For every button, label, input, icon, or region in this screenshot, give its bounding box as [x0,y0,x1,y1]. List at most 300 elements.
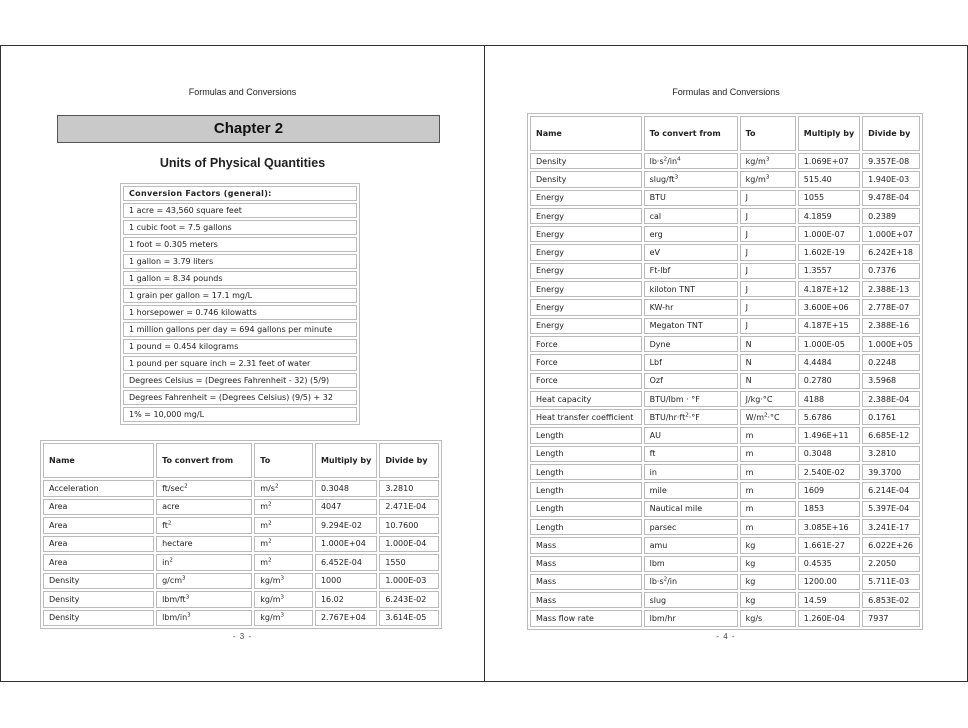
cell-to [254,480,313,497]
cell-from-exponent: 3 [182,575,186,582]
cell-to-text: m [260,557,269,567]
cell-name: Energy [530,318,642,334]
cell-to-text: kg/s [745,614,763,624]
section-title: Units of Physical Quantities [159,156,326,170]
cell-multiply: 1.000E-07 [798,226,860,242]
table-row [43,536,439,553]
cell-name: Area [43,554,154,571]
cell-multiply: 1.602E-19 [798,244,860,260]
cell-divide: 2.471E-04 [379,499,439,516]
column-header: Divide by [379,443,439,478]
conversion-factor-row [123,305,357,320]
cell-name: Force [530,373,642,389]
cell-to-text: J [745,193,748,203]
column-header: To [254,443,313,478]
cell-to-text: N [745,339,752,349]
cell-to-exponent: 2 [764,412,768,419]
conversion-factor-item: 1% = 10,000 mg/L [123,407,357,422]
cell-to [254,573,313,590]
column-header: Name [43,443,154,478]
cell-from-exponent: 2 [169,557,173,564]
cell-divide: 2.388E-13 [862,281,920,297]
cell-to [740,226,796,242]
cell-from-text: lbm/ft [162,594,186,604]
cell-to [740,336,796,352]
conversion-factor-item: 1 acre = 43,560 square feet [123,203,357,218]
cell-to-text: W/m [745,412,765,422]
left-conversion-table [40,440,442,629]
cell-from-text: slug [649,595,667,605]
table-row [530,409,920,425]
conversion-factor-row [123,322,357,337]
conversion-factor-row [123,203,357,218]
table-row [530,610,920,626]
cell-from-exponent: 2 [663,576,668,583]
cell-from [644,427,738,443]
cell-to-text: kg [745,595,756,605]
column-header: Divide by [862,116,920,151]
cell-name: Force [530,354,642,370]
cell-from-tail: /in [667,577,678,587]
cell-divide: 0.7376 [862,263,920,279]
cell-divide: 1.000E-03 [379,573,439,590]
cell-from-text: parsec [649,522,677,532]
cell-to [740,592,796,608]
cell-from [644,409,738,425]
cell-from-text: cal [649,211,662,221]
cell-from-text: slug/ft [649,174,675,184]
cell-to [740,519,796,535]
cell-name: Energy [530,208,642,224]
cell-from-text: erg [649,229,663,239]
cell-divide: 2.388E-16 [862,318,920,334]
cell-to-exponent: 3 [280,594,284,601]
cell-from [644,336,738,352]
conversion-factor-row [123,356,357,371]
cell-to-exponent: 3 [765,174,770,181]
cell-to-text: m [260,502,269,512]
cell-divide: 1.940E-03 [862,171,920,187]
cell-to-exponent: 3 [280,575,284,582]
cell-name: Mass [530,556,642,572]
cell-name: Length [530,482,642,498]
table-row [530,592,920,608]
cell-to-text: kg/m [260,613,281,623]
cell-multiply: 0.3048 [798,446,860,462]
table-row [530,281,920,297]
table-row [530,299,920,315]
cell-from-text: AU [649,431,661,441]
cell-divide: 2.778E-07 [862,299,920,315]
cell-from-text: acre [162,502,180,512]
cell-from-text: lbm/hr [649,614,676,624]
conversion-factor-row [123,237,357,252]
conversion-factor-row [123,271,357,286]
cell-to-text: J/kg·°C [745,394,773,404]
conversion-factor-item: 1 gallon = 3.79 liters [123,254,357,269]
cell-name: Heat capacity [530,391,642,407]
cell-from [644,226,738,242]
table-row [43,554,439,571]
cell-from-exponent2: 4 [677,155,681,162]
cell-multiply: 3.600E+06 [798,299,860,315]
conversion-factor-row [123,288,357,303]
cell-name: Energy [530,244,642,260]
cell-from-text: BTU [649,193,666,203]
cell-multiply: 0.2780 [798,373,860,389]
cell-to [740,318,796,334]
cell-to-exponent: 2 [268,538,272,545]
cell-to-text: kg/m [745,156,766,166]
cell-multiply: 1.496E+11 [798,427,860,443]
cell-to-text: kg/m [745,174,766,184]
cell-name: Density [43,591,154,608]
cell-to-exponent: 2 [268,557,272,564]
cell-multiply: 1.000E+04 [315,536,377,553]
cell-to-text: m [745,504,754,514]
cell-from [644,299,738,315]
cell-to [740,482,796,498]
cell-from-text: g/cm [162,576,183,586]
table-row [530,263,920,279]
cell-from [156,573,252,590]
cell-divide: 1.000E+05 [862,336,920,352]
cell-from [644,281,738,297]
cell-multiply: 4.4484 [798,354,860,370]
cell-to-text: m [745,449,754,459]
cell-to-text: kg/m [260,576,281,586]
cell-to-text: N [745,357,752,367]
cell-from-text: Megaton TNT [649,321,703,331]
cell-from-text: Lbf [649,357,662,367]
table-row [530,153,920,169]
table-row [43,591,439,608]
table-row [530,537,920,553]
conversion-factors-heading: Conversion Factors (general): [123,186,357,201]
cell-to [254,517,313,534]
cell-name: Energy [530,190,642,206]
table-row [43,480,439,497]
cell-divide: 6.243E-02 [379,591,439,608]
column-header: To convert from [156,443,252,478]
conversion-factor-item: 1 foot = 0.305 meters [123,237,357,252]
cell-to-text: m [745,431,754,441]
cell-from-exponent: 2 [167,520,172,527]
cell-from-text: ft [649,449,656,459]
cell-from [644,519,738,535]
right-conversion-table [527,113,923,630]
cell-from-text: kiloton TNT [649,284,695,294]
cell-to-tail: ·°C [767,412,780,422]
cell-to-text: kg [745,577,756,587]
cell-from-exponent: 3 [187,612,191,619]
cell-from-text: Ft-lbf [649,266,671,276]
cell-from-text: in [162,557,170,567]
cell-from-text: lbm [649,559,665,569]
table-row [530,482,920,498]
cell-to-text: J [745,321,748,331]
cell-multiply: 4.187E+15 [798,318,860,334]
cell-from [156,554,252,571]
cell-to [740,537,796,553]
right-running-header: Formulas and Conversions [672,87,780,97]
cell-from-text: hectare [162,539,193,549]
cell-from [156,591,252,608]
cell-divide: 3.5968 [862,373,920,389]
conversion-factor-row [123,339,357,354]
cell-from [156,517,252,534]
cell-to-text: J [745,266,748,276]
table-row [43,499,439,516]
cell-name: Density [530,153,642,169]
cell-to-exponent: 3 [765,155,770,162]
cell-multiply: 1.000E-05 [798,336,860,352]
cell-to [740,171,796,187]
cell-multiply: 4188 [798,391,860,407]
cell-multiply: 4.187E+12 [798,281,860,297]
cell-from [644,190,738,206]
cell-to-exponent: 2 [268,520,272,527]
cell-name: Mass [530,592,642,608]
column-header: Multiply by [315,443,377,478]
cell-to-text: J [745,248,748,258]
cell-from-text: BTU/lbm · °F [649,394,700,404]
cell-from [644,208,738,224]
cell-from [644,171,738,187]
conversion-factor-item: Degrees Celsius = (Degrees Fahrenheit - 32) (5/9) [123,373,357,388]
cell-to-exponent: 2 [274,483,279,490]
column-header: Multiply by [798,116,860,151]
cell-divide: 1.000E-04 [379,536,439,553]
cell-name: Energy [530,299,642,315]
cell-name: Heat transfer coefficient [530,409,642,425]
column-header: To [740,116,796,151]
cell-to [740,208,796,224]
table-row [530,226,920,242]
cell-to-text: kg [745,559,756,569]
table-row [530,208,920,224]
cell-to [740,574,796,590]
cell-multiply: 4047 [315,499,377,516]
table-row [530,556,920,572]
cell-to-text: m/s [260,483,275,493]
cell-to [740,409,796,425]
cell-divide: 3.241E-17 [862,519,920,535]
cell-to [740,299,796,315]
cell-multiply: 515.40 [798,171,860,187]
cell-from-exponent: 3 [185,594,190,601]
cell-from-text: ft/sec [162,483,185,493]
cell-from-text: lb·s [649,577,664,587]
cell-divide: 6.214E-04 [862,482,920,498]
cell-to [740,263,796,279]
cell-to [254,536,313,553]
cell-multiply: 1200.00 [798,574,860,590]
cell-from-exponent: 3 [674,174,679,181]
table-row [530,391,920,407]
table-row [43,517,439,534]
cell-multiply: 2.767E+04 [315,610,377,627]
cell-name: Mass [530,574,642,590]
cell-divide: 10.7600 [379,517,439,534]
cell-to [254,591,313,608]
cell-from [644,263,738,279]
table-row [530,574,920,590]
table-row [530,519,920,535]
conversion-factor-item: 1 pound per square inch = 2.31 feet of water [123,356,357,371]
cell-from [644,354,738,370]
cell-from [644,482,738,498]
cell-from-text: lbm/in [162,613,188,623]
cell-name: Energy [530,281,642,297]
cell-divide: 6.022E+26 [862,537,920,553]
cell-name: Acceleration [43,480,154,497]
cell-from-exponent: 2 [685,412,689,419]
table-row [530,171,920,187]
right-page-number: - 4 - [716,632,736,641]
cell-from [644,610,738,626]
conversion-factor-row [123,254,357,269]
cell-divide: 2.2050 [862,556,920,572]
cell-multiply: 1609 [798,482,860,498]
cell-multiply: 0.3048 [315,480,377,497]
cell-multiply: 9.294E-02 [315,517,377,534]
cell-from [644,556,738,572]
conversion-factor-item: 1 grain per gallon = 17.1 mg/L [123,288,357,303]
table-row [530,190,920,206]
table-row [530,427,920,443]
cell-to [254,610,313,627]
cell-from-text: amu [649,540,668,550]
cell-from-text: mile [649,485,667,495]
cell-from-text: ft [162,520,168,530]
cell-to [740,354,796,370]
cell-divide: 0.2248 [862,354,920,370]
cell-divide: 0.1761 [862,409,920,425]
cell-divide: 5.397E-04 [862,501,920,517]
cell-to [740,153,796,169]
cell-to-text: m [260,520,269,530]
table-row [530,354,920,370]
cell-divide: 6.853E-02 [862,592,920,608]
cell-from-text: lb·s [649,156,664,166]
cell-name: Force [530,336,642,352]
cell-multiply: 3.085E+16 [798,519,860,535]
cell-from [156,610,252,627]
cell-to-text: kg [745,540,756,550]
cell-to [254,499,313,516]
cell-to-exponent: 3 [280,612,284,619]
cell-to [740,373,796,389]
cell-to [740,427,796,443]
cell-multiply: 6.452E-04 [315,554,377,571]
cell-from-text: Nautical mile [649,504,703,514]
column-header: Name [530,116,642,151]
cell-from-tail: /in [667,156,678,166]
cell-from [644,373,738,389]
conversion-factor-row [123,407,357,422]
table-row [530,446,920,462]
cell-to [740,391,796,407]
cell-from-text: Ozf [649,376,663,386]
cell-to-text: kg/m [260,594,281,604]
cell-multiply: 0.4535 [798,556,860,572]
cell-from [156,480,252,497]
cell-from-text: KW-hr [649,303,674,313]
table-row [530,373,920,389]
cell-name: Length [530,464,642,480]
cell-from-text: BTU/hr·ft [649,412,686,422]
cell-name: Area [43,536,154,553]
cell-from-exponent: 2 [663,155,668,162]
cell-from [644,153,738,169]
cell-divide: 2.388E-04 [862,391,920,407]
conversion-factor-item: 1 gallon = 8.34 pounds [123,271,357,286]
cell-from [644,537,738,553]
cell-to [740,464,796,480]
conversion-factor-row [123,390,357,405]
cell-multiply: 5.6786 [798,409,860,425]
cell-to [740,190,796,206]
cell-divide: 7937 [862,610,920,626]
cell-to [740,281,796,297]
table-row [530,318,920,334]
table-row [43,610,439,627]
cell-divide: 9.357E-08 [862,153,920,169]
table-row [530,244,920,260]
cell-from-exponent: 2 [184,483,188,490]
cell-divide: 6.685E-12 [862,427,920,443]
cell-from [644,592,738,608]
cell-multiply: 1.661E-27 [798,537,860,553]
cell-to-text: N [745,376,752,386]
cell-to-text: m [745,485,754,495]
cell-to [740,501,796,517]
cell-to-text: J [745,303,748,313]
cell-name: Energy [530,263,642,279]
cell-multiply: 16.02 [315,591,377,608]
left-page-number: - 3 - [232,632,253,641]
table-row [530,336,920,352]
cell-from [644,501,738,517]
cell-from-text: in [649,467,657,477]
cell-to-exponent: 2 [268,501,272,508]
cell-name: Energy [530,226,642,242]
column-header: To convert from [644,116,738,151]
cell-to [740,446,796,462]
cell-multiply: 14.59 [798,592,860,608]
cell-to-text: J [745,284,748,294]
cell-divide: 3.614E-05 [379,610,439,627]
cell-multiply: 4.1859 [798,208,860,224]
cell-to [740,244,796,260]
cell-divide: 1550 [379,554,439,571]
cell-name: Length [530,519,642,535]
conversion-factor-item: 1 million gallons per day = 694 gallons per minute [123,322,357,337]
conversion-factor-item: Degrees Fahrenheit = (Degrees Celsius) (9/5) + 32 [123,390,357,405]
cell-multiply: 1.3557 [798,263,860,279]
cell-name: Mass [530,537,642,553]
left-running-header: Formulas and Conversions [188,87,297,97]
cell-divide: 5.711E-03 [862,574,920,590]
cell-divide: 1.000E+07 [862,226,920,242]
cell-name: Mass flow rate [530,610,642,626]
cell-name: Area [43,499,154,516]
conversion-factor-row [123,220,357,235]
cell-name: Length [530,446,642,462]
cell-to-text: J [745,229,748,239]
conversion-factor-row [123,373,357,388]
